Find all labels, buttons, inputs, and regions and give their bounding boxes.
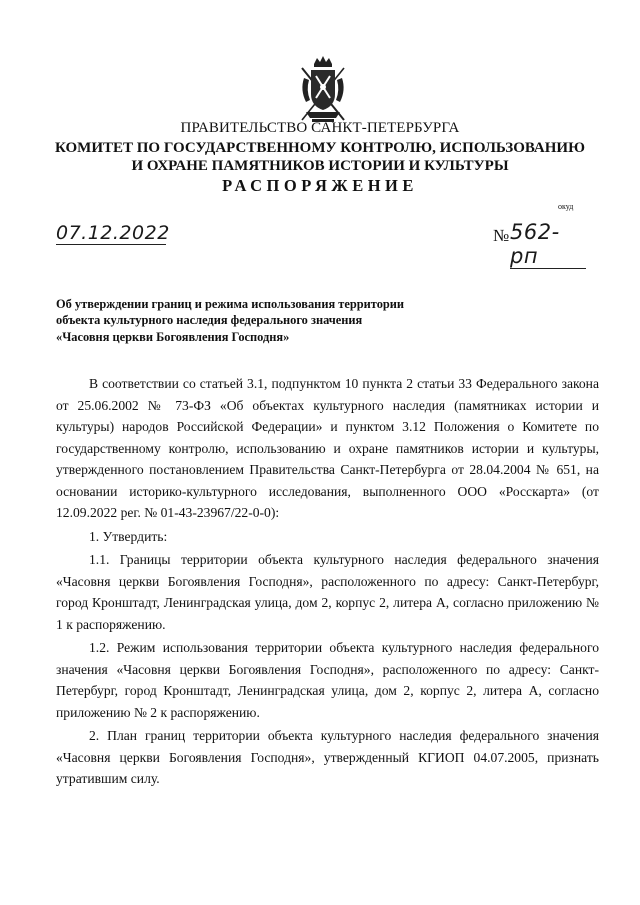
subject-line1: Об утверждении границ и режима использования территории [56,297,405,311]
coat-of-arms-icon [298,54,348,126]
document-subject [56,296,456,345]
paragraph-1: 1. Утвердить: [89,528,168,544]
committee-name [0,139,640,175]
committee-name-line2: И ОХРАНЕ ПАМЯТНИКОВ ИСТОРИИ И КУЛЬТУРЫ [131,158,509,174]
document-type: РАСПОРЯЖЕНИЕ [222,176,418,195]
committee-name-line1: КОМИТЕТ ПО ГОСУДАРСТВЕННОМУ КОНТРОЛЮ, ИСПОЛЬЗОВАНИЮ [55,140,585,156]
number-sign: № [493,226,510,245]
paragraph-1-1: 1.1. Границы территории объекта культурного наследия федерального значения «Часовня церкви Богоявления Господня», расположенного по адресу: Санкт-Петербург, город Кронштадт, Ленинградская улица, дом 2, корпус 2, литера А, согласно приложению № 1 к распоряжению. [56,552,599,632]
paragraph-preamble: В соответствии со статьей 3.1, подпунктом 10 пункта 2 статьи 33 Федерального закона от 25.06.2002 № 73-ФЗ «Об объектах культурного наследия (памятниках истории и культуры) народов Российской Федерации» и пунктом 3.12 Положения о Комитете по государственному контролю, использованию и охране памятников истории и культуры, утвержденного постановлением Правительства Санкт-Петербурга от 28.04.2004 № 651, на основании историко-культурного исследования, выполненного ООО «Росскарта» (от 12.09.2022 рег. № 01-43-23967/22-0-0): [56,376,599,520]
subject-line3: «Часовня церкви Богоявления Господня» [56,329,290,344]
document-date-block [56,222,170,245]
paragraph-2: 2. План границ территории объекта культурного наследия федерального значения «Часовня церкви Богоявления Господня», утвержденный КГИОП 04.07.2005, признать утратившим силу. [56,728,599,786]
subject-line2: объекта культурного наследия федерального значения [56,313,363,328]
government-name: ПРАВИТЕЛЬСТВО САНКТ-ПЕТЕРБУРГА [180,120,460,136]
document-date: 07.12.2022 [56,222,170,244]
document-body [56,373,599,790]
paragraph-1-2: 1.2. Режим использования территории объекта культурного наследия федерального значения «Часовня церкви Богоявления Господня», расположенного по адресу: Санкт-Петербург, город Кронштадт, Ленинградская улица, дом 2, корпус 2, литера А, согласно приложению № 2 к распоряжению. [56,640,599,720]
document-number: 562-рп [510,220,586,269]
okud-label: окуд [558,202,574,211]
